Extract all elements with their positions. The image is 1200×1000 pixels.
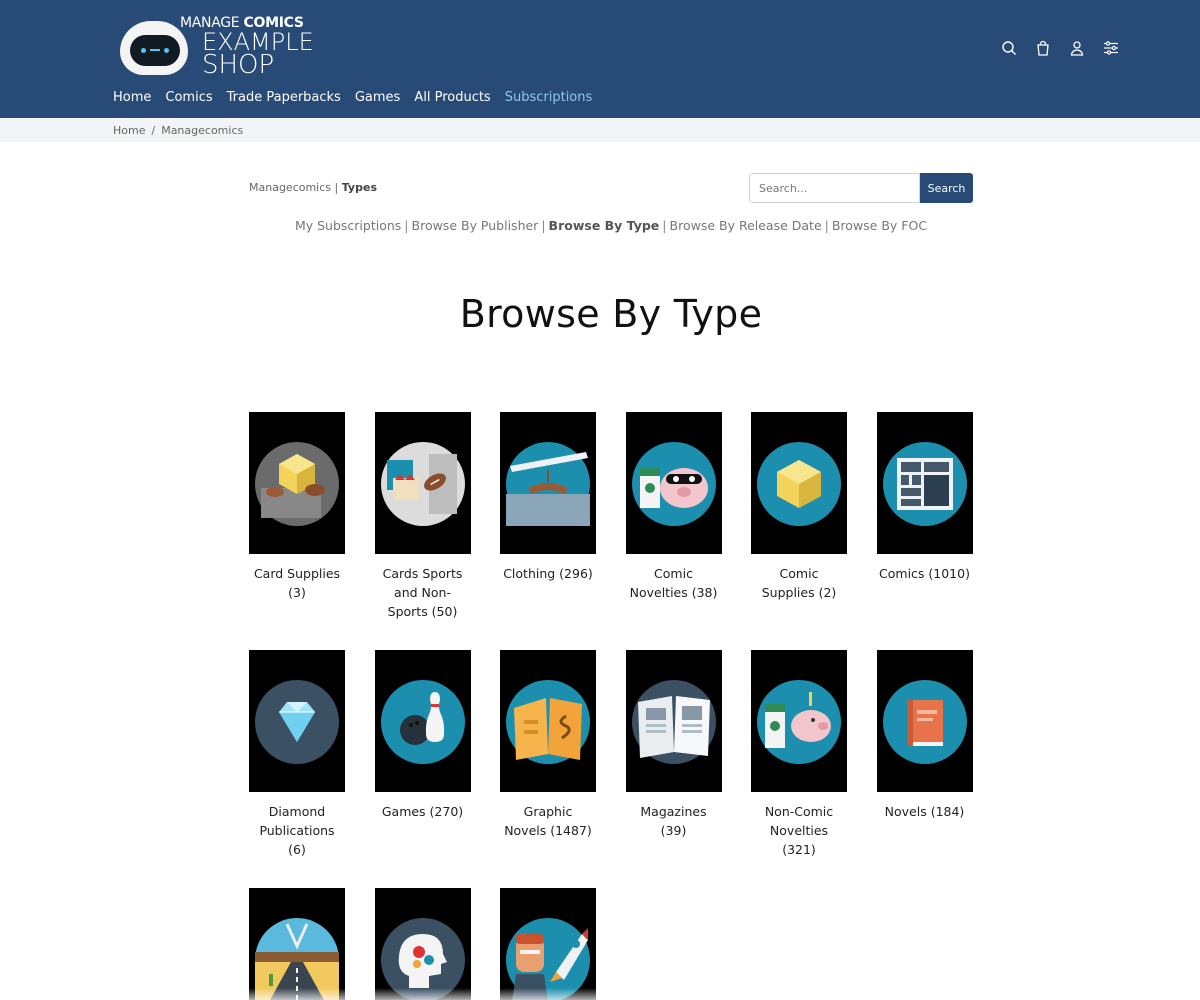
type-label[interactable]: Graphic Novels (1487) <box>504 804 592 838</box>
search-input[interactable] <box>749 173 920 203</box>
breadcrumb-current: Managecomics <box>161 124 244 137</box>
page-bottom-fade <box>0 988 1200 1000</box>
type-grid <box>249 412 979 1000</box>
type-card[interactable] <box>751 650 847 888</box>
type-label[interactable]: Clothing (296) <box>503 566 593 581</box>
card-supplies-icon <box>255 442 339 526</box>
browse-by-type[interactable]: Browse By Type <box>548 218 660 233</box>
type-card[interactable] <box>877 650 973 888</box>
site-logo[interactable] <box>118 14 314 80</box>
bowling-icon <box>381 680 465 764</box>
type-thumbnail[interactable] <box>500 650 596 792</box>
type-thumbnail[interactable] <box>375 888 471 1000</box>
type-thumbnail[interactable] <box>249 888 345 1000</box>
main-nav <box>113 90 606 105</box>
user-icon[interactable] <box>1068 38 1086 58</box>
type-thumbnail[interactable] <box>751 412 847 554</box>
type-label[interactable]: Comic Supplies (2) <box>761 566 837 600</box>
type-label[interactable]: Games (270) <box>381 804 464 819</box>
bag-icon[interactable] <box>1034 38 1052 58</box>
breadcrumb-bar <box>0 118 1200 142</box>
type-thumbnail[interactable] <box>877 650 973 792</box>
type-thumbnail[interactable] <box>249 650 345 792</box>
type-label[interactable]: Diamond Publications (6) <box>259 804 335 857</box>
cards-sports-icon <box>381 442 465 526</box>
type-label[interactable]: Cards Sports and Non-Sports (50) <box>382 566 463 619</box>
type-thumbnail[interactable] <box>249 412 345 554</box>
section-crumb: Managecomics | Types <box>249 181 377 194</box>
type-card[interactable] <box>500 650 596 888</box>
type-card[interactable] <box>375 650 471 888</box>
nav-comics[interactable]: Comics <box>165 90 213 105</box>
type-card[interactable] <box>375 888 471 1000</box>
type-card[interactable] <box>877 412 973 650</box>
type-label[interactable]: Comic Novelties (38) <box>629 566 718 600</box>
novel-book-icon <box>883 680 967 764</box>
page-title: Browse By Type <box>459 292 763 336</box>
type-card[interactable] <box>626 412 722 650</box>
graphic-novel-book-icon <box>506 680 590 764</box>
type-label[interactable]: Comics (1010) <box>879 566 970 581</box>
comics-panels-icon <box>883 442 967 526</box>
type-thumbnail[interactable] <box>877 412 973 554</box>
non-comic-novelties-icon <box>757 680 841 764</box>
type-card[interactable] <box>500 412 596 650</box>
type-thumbnail[interactable] <box>626 650 722 792</box>
section-crumb-current: Types <box>341 181 377 194</box>
browse-by-publisher[interactable]: Browse By Publisher <box>411 218 539 233</box>
search-form <box>749 173 973 203</box>
type-thumbnail[interactable] <box>500 412 596 554</box>
breadcrumb-separator: / <box>151 124 156 137</box>
search-button[interactable]: Search <box>920 173 973 203</box>
section-crumb-root[interactable]: Managecomics <box>249 181 332 194</box>
nav-home[interactable]: Home <box>113 90 152 105</box>
search-icon[interactable] <box>1000 38 1018 58</box>
robot-logo-icon <box>120 21 188 75</box>
type-thumbnail[interactable] <box>375 412 471 554</box>
clothing-hanger-icon <box>506 442 590 526</box>
settings-sliders-icon[interactable] <box>1102 38 1120 58</box>
browse-by-foc[interactable]: Browse By FOC <box>831 218 928 233</box>
type-thumbnail[interactable] <box>500 888 596 1000</box>
browse-by-release-date[interactable]: Browse By Release Date <box>669 218 822 233</box>
browse-nav: My Subscriptions | Browse By Publisher | Browse By Type | Browse By Release Date | Browse By FOC <box>294 218 928 233</box>
type-label[interactable]: Magazines (39) <box>640 804 707 838</box>
type-card[interactable] <box>375 412 471 650</box>
logo-wordmark: MANAGE COMICS EXAMPLE SHOP <box>180 15 314 80</box>
type-thumbnail[interactable] <box>626 412 722 554</box>
nav-all-products[interactable]: All Products <box>414 90 491 105</box>
type-card[interactable] <box>249 888 345 1000</box>
magazine-icon <box>632 680 716 764</box>
nav-subscriptions[interactable]: Subscriptions <box>504 90 593 105</box>
browse-my-subscriptions[interactable]: My Subscriptions <box>294 218 402 233</box>
type-card[interactable] <box>751 412 847 650</box>
site-header <box>0 0 1200 118</box>
type-label[interactable]: Novels (184) <box>884 804 965 819</box>
type-card[interactable] <box>249 650 345 888</box>
type-thumbnail[interactable] <box>375 650 471 792</box>
type-card[interactable] <box>249 412 345 650</box>
nav-games[interactable]: Games <box>354 90 401 105</box>
type-thumbnail[interactable] <box>751 650 847 792</box>
nav-trade-paperbacks[interactable]: Trade Paperbacks <box>226 90 341 105</box>
type-card[interactable] <box>500 888 596 1000</box>
comic-novelties-icon <box>632 442 716 526</box>
type-label[interactable]: Non-Comic Novelties (321) <box>764 804 834 857</box>
type-label[interactable]: Card Supplies (3) <box>253 566 341 600</box>
comic-supplies-box-icon <box>757 442 841 526</box>
breadcrumb <box>113 124 243 137</box>
diamond-icon <box>255 680 339 764</box>
type-card[interactable] <box>626 650 722 888</box>
breadcrumb-home[interactable]: Home <box>113 124 146 137</box>
